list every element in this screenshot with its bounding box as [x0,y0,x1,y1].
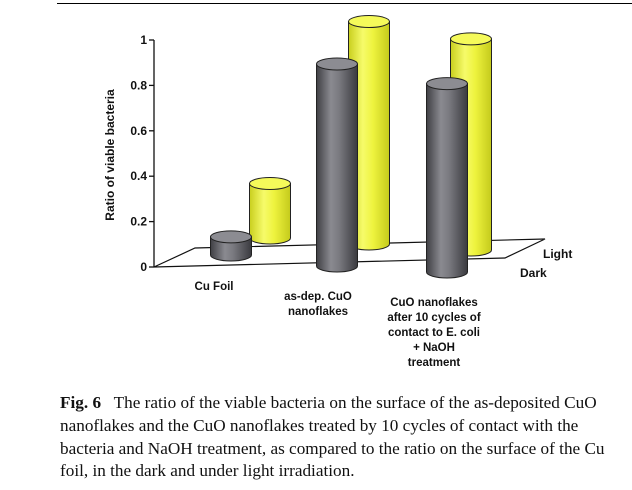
bar-dark-1-top [317,58,358,70]
y-tick-label: 0.6 [130,123,147,138]
y-axis-label: Ratio of viable bacteria [103,89,117,221]
bar-light-0-top [250,178,291,190]
bar-light-2-top [451,33,492,45]
bar-dark-0-top [211,231,252,243]
bar-dark-2-body [426,84,467,278]
bar-light-0 [250,178,291,244]
y-tick-label: 0.2 [130,214,147,229]
bar-dark-2-top [427,78,468,90]
bar-dark-1 [317,58,358,272]
category-label-line: nanoflakes [287,306,349,318]
category-label-line: as-dep. CuO [284,291,352,303]
category-label-line: + NaOH [413,342,455,354]
category-label-line: Cu Foil [194,281,234,293]
bar-dark-0 [211,231,252,261]
series-label-dark: Dark [520,266,547,280]
y-tick-label: 0.8 [130,78,147,93]
figure-caption [60,392,625,483]
bar-dark-2 [426,78,467,278]
bar-light-1-top [349,16,390,28]
category-label-line: CuO nanoflakes [390,297,478,309]
category-label-line: contact to E. coli [387,327,481,339]
category-label [195,281,234,293]
bar-dark-1-body [317,64,358,272]
category-label [387,297,481,369]
y-tick-label: 1 [140,33,147,47]
category-label-line: after 10 cycles of [387,312,481,324]
caption-text: The ratio of the viable bacteria on the surface of the as-deposited CuO nanoflakes and the CuO nanoflakes treated by 10 cycles of contact with the bacteria and NaOH treatment, as compared to the ratio on the surface of the Cu foil, in the dark and under light irradiation. [60,393,605,481]
category-label-line: treatment [407,357,461,369]
bar-light-0-body [250,184,291,244]
category-label [284,291,352,318]
y-tick-label: 0.4 [130,169,147,184]
y-tick-label: 0 [140,260,147,274]
caption-label: Fig. 6 [60,393,102,412]
series-label-light: Light [543,247,573,261]
